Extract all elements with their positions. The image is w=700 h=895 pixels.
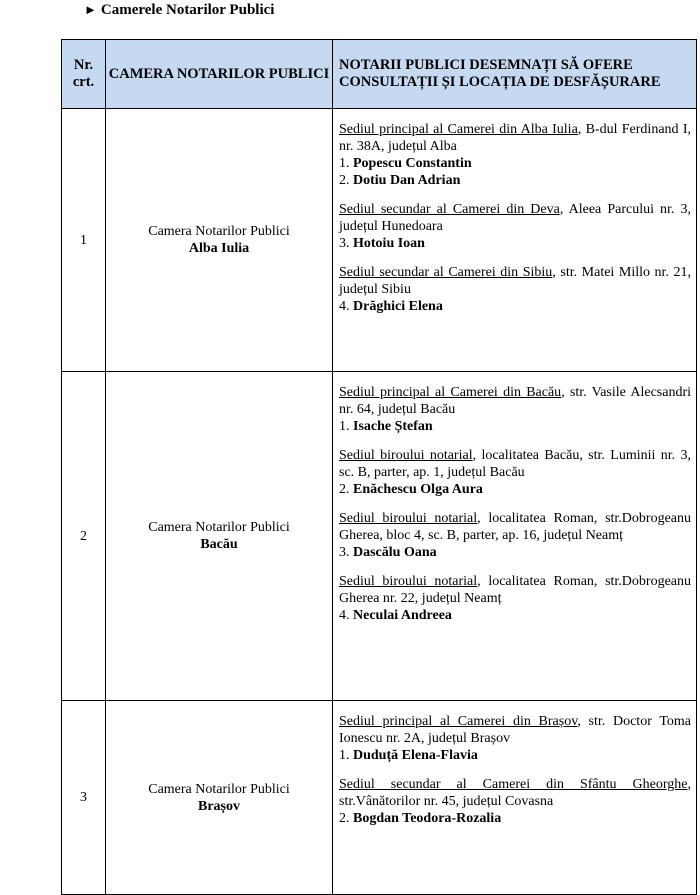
row-number: 3 <box>62 701 106 895</box>
notary-entry <box>339 544 691 561</box>
notaries-cell <box>333 372 697 701</box>
location-address <box>339 384 691 418</box>
table-row <box>62 701 697 895</box>
header-nr: Nr. crt. <box>62 40 106 109</box>
notary-number: 2. <box>339 173 350 188</box>
address-text: , str. Matei Millo nr. 21, județul Sibiu <box>339 265 691 297</box>
location-block <box>339 510 691 561</box>
notaries-cell <box>333 701 697 895</box>
camera-label: Camera Notarilor Publici <box>148 224 290 239</box>
address-text: , str. Vasile Alecsandri nr. 64, județul Bacău <box>339 385 691 417</box>
sediu-label: Sediul principal al Camerei din Alba Iulia <box>339 122 578 137</box>
notary-entry <box>339 747 691 764</box>
notary-number: 3. <box>339 236 350 251</box>
location-block <box>339 776 691 827</box>
sediu-label: Sediul biroului notarial <box>339 448 473 463</box>
address-text: , str. Doctor Toma Ionescu nr. 2A, județul Brașov <box>339 714 691 746</box>
address-text: , str.Vânătorilor nr. 45, județul Covasna <box>339 777 691 809</box>
notary-number: 3. <box>339 545 350 560</box>
notary-number: 1. <box>339 156 350 171</box>
location-address <box>339 201 691 235</box>
address-text: , localitatea Bacău, str. Luminii nr. 3, sc. B, parter, ap. 1, județul Bacău <box>339 448 691 480</box>
notary-entry <box>339 481 691 498</box>
notary-number: 2. <box>339 482 350 497</box>
sediu-label: Sediul principal al Camerei din Bacău <box>339 385 562 400</box>
location-address <box>339 573 691 607</box>
section-heading <box>84 0 274 20</box>
notary-number: 1. <box>339 419 350 434</box>
sediu-label: Sediul biroului notarial <box>339 574 478 589</box>
location-block <box>339 201 691 252</box>
location-address <box>339 121 691 155</box>
camera-name: Alba Iulia <box>188 241 250 256</box>
location-block <box>339 447 691 498</box>
notary-name: Hotoiu Ioan <box>353 236 425 251</box>
notary-number: 1. <box>339 748 350 763</box>
location-block <box>339 264 691 315</box>
notary-name: Dascălu Oana <box>353 545 437 560</box>
location-address <box>339 447 691 481</box>
notary-number: 4. <box>339 299 350 314</box>
notary-name: Bogdan Teodora-Rozalia <box>353 811 502 826</box>
location-address <box>339 510 691 544</box>
camera-name: Brașov <box>198 798 240 814</box>
row-number: 2 <box>62 372 106 701</box>
notary-entry <box>339 298 691 315</box>
sediu-label: Sediul principal al Camerei din Brașov <box>339 714 578 729</box>
camera-cell <box>106 372 333 701</box>
header-camera: CAMERA NOTARILOR PUBLICI <box>106 40 333 109</box>
notary-entry <box>339 810 691 827</box>
address-text: , Aleea Parcului nr. 3, județul Hunedoara <box>339 202 692 234</box>
notary-name: Popescu Constantin <box>353 156 472 171</box>
camera-name: Bacău <box>200 537 238 552</box>
notaries-cell <box>333 109 697 372</box>
notary-name: Drăghici Elena <box>353 299 443 314</box>
camera-label: Camera Notarilor Publici <box>148 781 290 797</box>
location-block <box>339 384 691 435</box>
notary-name: Dotiu Dan Adrian <box>353 173 461 188</box>
location-block <box>339 121 691 189</box>
notary-number: 2. <box>339 811 350 826</box>
notary-name: Isache Ștefan <box>353 419 433 434</box>
location-address <box>339 713 691 747</box>
notary-entry <box>339 607 691 624</box>
notary-name: Enăchescu Olga Aura <box>353 482 483 497</box>
header-notari: NOTARII PUBLICI DESEMNAȚI SĂ OFERE CONSULTAȚII ȘI LOCAȚIA DE DESFĂȘURARE <box>333 40 697 109</box>
location-address <box>339 264 691 298</box>
notary-name: Duduță Elena-Flavia <box>353 748 478 763</box>
location-block <box>339 573 691 624</box>
location-block <box>339 713 691 764</box>
row-number: 1 <box>62 109 106 372</box>
notary-entry <box>339 155 691 172</box>
notary-entry <box>339 235 691 252</box>
notary-entry <box>339 172 691 189</box>
address-text: , B-dul Ferdinand I, nr. 38A, județul Alba <box>339 122 691 154</box>
notary-name: Neculai Andreea <box>353 608 452 623</box>
sediu-label: Sediul secundar al Camerei din Sfântu Gheorghe <box>339 777 688 792</box>
camera-cell <box>106 701 333 895</box>
table-row <box>62 109 697 372</box>
sediu-label: Sediul biroului notarial <box>339 511 478 526</box>
address-text: , localitatea Roman, str.Dobrogeanu Gherea nr. 22, județul Neamț <box>339 574 691 606</box>
section-title: Camerele Notarilor Publici <box>100 2 275 18</box>
location-address <box>339 776 691 810</box>
camera-cell <box>106 109 333 372</box>
table-row <box>62 372 697 701</box>
notaries-table <box>61 39 697 895</box>
camera-label: Camera Notarilor Publici <box>148 520 290 535</box>
sediu-label: Sediul secundar al Camerei din Sibiu <box>339 265 553 280</box>
triangle-bullet-icon: ► <box>84 2 97 17</box>
notary-entry <box>339 418 691 435</box>
sediu-label: Sediul secundar al Camerei din Deva <box>339 202 560 217</box>
notary-number: 4. <box>339 608 350 623</box>
table-header-row <box>62 40 697 109</box>
address-text: , localitatea Roman, str.Dobrogeanu Gherea, bloc 4, sc. B, parter, ap. 16, județul Neamț <box>339 511 691 543</box>
